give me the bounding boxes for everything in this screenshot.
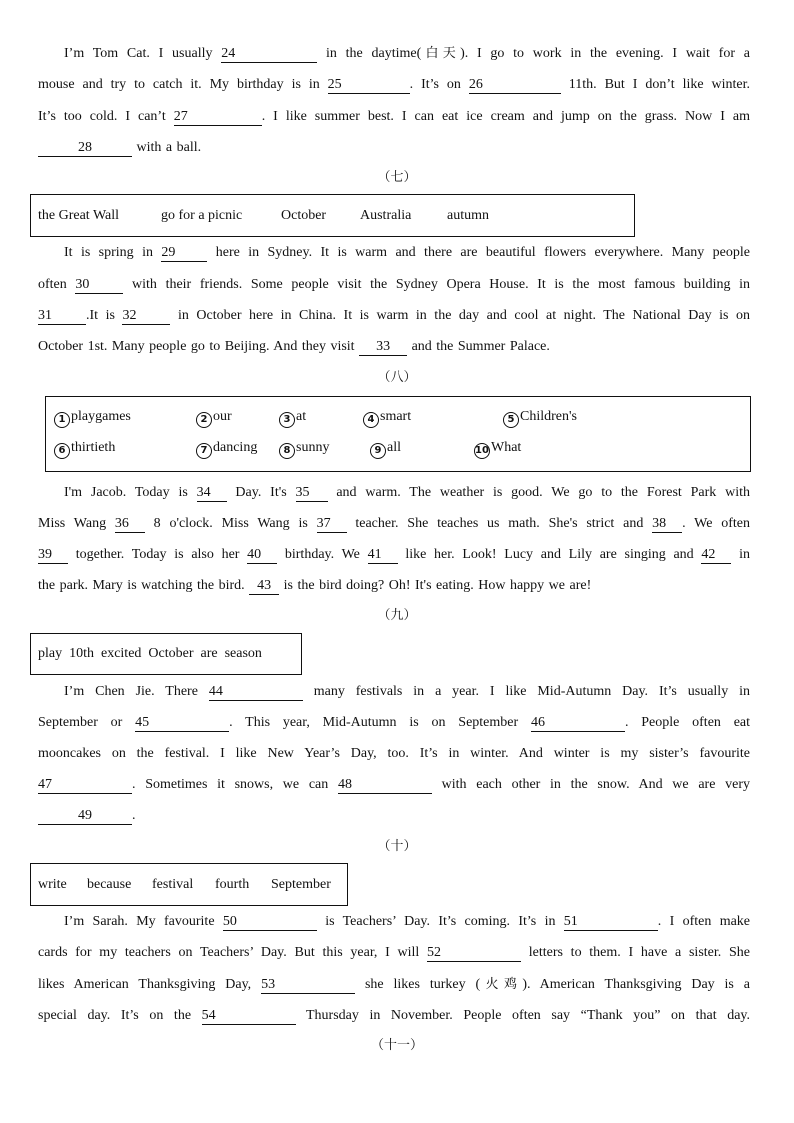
blank-47[interactable]: 47 bbox=[38, 777, 132, 794]
word-bank-item: because bbox=[87, 876, 132, 892]
s9-line-4: 47 . Sometimes it snows, we can 48 with each other in the snow. And we are very bbox=[38, 777, 750, 792]
p6-line-1: I’m Tom Cat. I usually 24 in the daytime(白天). I go to work in the evening. I wait for a bbox=[64, 46, 750, 61]
blank-37[interactable]: 37 bbox=[317, 516, 347, 533]
word-bank-item: September bbox=[271, 876, 331, 892]
s8-line-3: 39 together. Today is also her 40 birthday. We 41 like her. Look! Lucy and Lily are singing and 42 in bbox=[38, 547, 750, 562]
s7-line-3: 31 .It is 32 in October here in China. It is warm in the day and cool at night. The National Day is on bbox=[38, 308, 750, 323]
blank-24[interactable]: 24 bbox=[221, 46, 317, 63]
s8-line-2: Miss Wang 36 8 o'clock. Miss Wang is 37 teacher. She teaches us math. She's strict and 38 . We often bbox=[38, 516, 751, 531]
word-bank-item: write bbox=[38, 876, 67, 892]
blank-36[interactable]: 36 bbox=[115, 516, 145, 533]
section-9-heading: （九） bbox=[377, 608, 417, 623]
section-7-heading: （七） bbox=[377, 170, 417, 185]
word-bank-item: Australia bbox=[360, 207, 412, 223]
word-bank-item: fourth bbox=[215, 876, 250, 892]
blank-38[interactable]: 38 bbox=[652, 516, 682, 533]
word-bank-item: go for a picnic bbox=[161, 207, 243, 223]
blank-45[interactable]: 45 bbox=[135, 715, 229, 732]
word-bank-items: play 10th excited October are season bbox=[38, 646, 262, 661]
blank-32[interactable]: 32 bbox=[122, 308, 170, 325]
blank-29[interactable]: 29 bbox=[161, 245, 207, 262]
option-3: 3 at bbox=[279, 409, 306, 428]
s10-line-3: likes American Thanksgiving Day, 53 she likes turkey (火鸡). American Thanksgiving Day is a bbox=[38, 977, 750, 992]
p6-line-4: 28 with a ball. bbox=[38, 138, 750, 158]
word-bank-item: October bbox=[281, 207, 327, 223]
blank-46[interactable]: 46 bbox=[531, 715, 625, 732]
blank-44[interactable]: 44 bbox=[209, 684, 303, 701]
blank-39[interactable]: 39 bbox=[38, 547, 68, 564]
s9-line-2: September or 45 . This year, Mid-Autumn is on September 46 . People often eat bbox=[38, 715, 751, 730]
section-10-heading: （十） bbox=[377, 839, 417, 854]
blank-31[interactable]: 31 bbox=[38, 308, 86, 325]
blank-50[interactable]: 50 bbox=[223, 914, 317, 931]
s7-line-1: It is spring in 29 here in Sydney. It is warm and there are beautiful flowers everywhere. Many people bbox=[64, 245, 750, 260]
blank-43[interactable]: 43 bbox=[249, 578, 279, 595]
blank-41[interactable]: 41 bbox=[368, 547, 398, 564]
blank-34[interactable]: 34 bbox=[197, 485, 227, 502]
word-bank-item: autumn bbox=[447, 207, 489, 223]
s7-line-2: often 30 with their friends. Some people visit the Sydney Opera House. It is the most famous building in bbox=[38, 277, 750, 292]
blank-25[interactable]: 25 bbox=[328, 77, 410, 94]
blank-27[interactable]: 27 bbox=[174, 109, 262, 126]
option-9: 9 all bbox=[370, 440, 401, 459]
p6-line-3: It’s too cold. I can’t 27 . I like summer best. I can eat ice cream and jump on the grass. Now I am bbox=[38, 109, 750, 124]
option-6: 6 thirtieth bbox=[54, 440, 115, 459]
word-bank-9 bbox=[30, 633, 302, 675]
s8-line-1: I'm Jacob. Today is 34 Day. It's 35 and warm. The weather is good. We go to the Forest Park with bbox=[64, 485, 751, 500]
s8-line-4: the park. Mary is watching the bird. 43 is the bird doing? Oh! It's eating. How happy we are! bbox=[38, 578, 592, 593]
blank-52[interactable]: 52 bbox=[427, 945, 521, 962]
p6-line-2: mouse and try to catch it. My birthday is in 25 . It’s on 26 11th. But I don’t like winter. bbox=[38, 77, 750, 92]
option-8: 8 sunny bbox=[279, 440, 329, 459]
word-bank-7 bbox=[30, 194, 635, 237]
blank-35[interactable]: 35 bbox=[296, 485, 328, 502]
blank-26[interactable]: 26 bbox=[469, 77, 561, 94]
s10-line-4: special day. It’s on the 54 Thursday in November. People often say “Thank you” on that day. bbox=[38, 1008, 751, 1023]
word-bank-10 bbox=[30, 863, 348, 906]
blank-30[interactable]: 30 bbox=[75, 277, 123, 294]
s9-line-1: I’m Chen Jie. There 44 many festivals in a year. I like Mid-Autumn Day. It’s usually in bbox=[64, 684, 750, 699]
s7-line-4: October 1st. Many people go to Beijing. And they visit 33 and the Summer Palace. bbox=[38, 339, 550, 354]
word-bank-item: the Great Wall bbox=[38, 207, 120, 223]
s10-line-1: I’m Sarah. My favourite 50 is Teachers’ Day. It’s coming. It’s in 51 . I often make bbox=[64, 914, 751, 929]
blank-40[interactable]: 40 bbox=[247, 547, 277, 564]
blank-49[interactable]: 49 bbox=[38, 808, 132, 825]
blank-53[interactable]: 53 bbox=[261, 977, 355, 994]
blank-54[interactable]: 54 bbox=[202, 1008, 296, 1025]
option-4: 4 smart bbox=[363, 409, 411, 428]
blank-42[interactable]: 42 bbox=[701, 547, 731, 564]
option-7: 7 dancing bbox=[196, 440, 257, 459]
option-5: 5 Children's bbox=[503, 409, 577, 428]
option-10: 10 What bbox=[474, 440, 521, 459]
blank-51[interactable]: 51 bbox=[564, 914, 658, 931]
blank-33[interactable]: 33 bbox=[359, 339, 407, 356]
option-1: 1 playgames bbox=[54, 409, 131, 428]
section-11-heading: （十一） bbox=[370, 1038, 423, 1053]
section-8-heading: （八） bbox=[377, 370, 417, 385]
blank-28[interactable]: 28 bbox=[38, 140, 132, 157]
blank-48[interactable]: 48 bbox=[338, 777, 432, 794]
s10-line-2: cards for my teachers on Teachers’ Day. But this year, I will 52 letters to them. I have a sister. She bbox=[38, 945, 750, 960]
word-bank-8 bbox=[45, 396, 751, 472]
word-bank-item: festival bbox=[152, 876, 194, 892]
s9-line-3: mooncakes on the festival. I like New Year’s Day, too. It’s in winter. And winter is my sister’s favourite bbox=[38, 746, 750, 761]
option-2: 2 our bbox=[196, 409, 232, 428]
s9-line-5: 49 . bbox=[38, 806, 750, 826]
